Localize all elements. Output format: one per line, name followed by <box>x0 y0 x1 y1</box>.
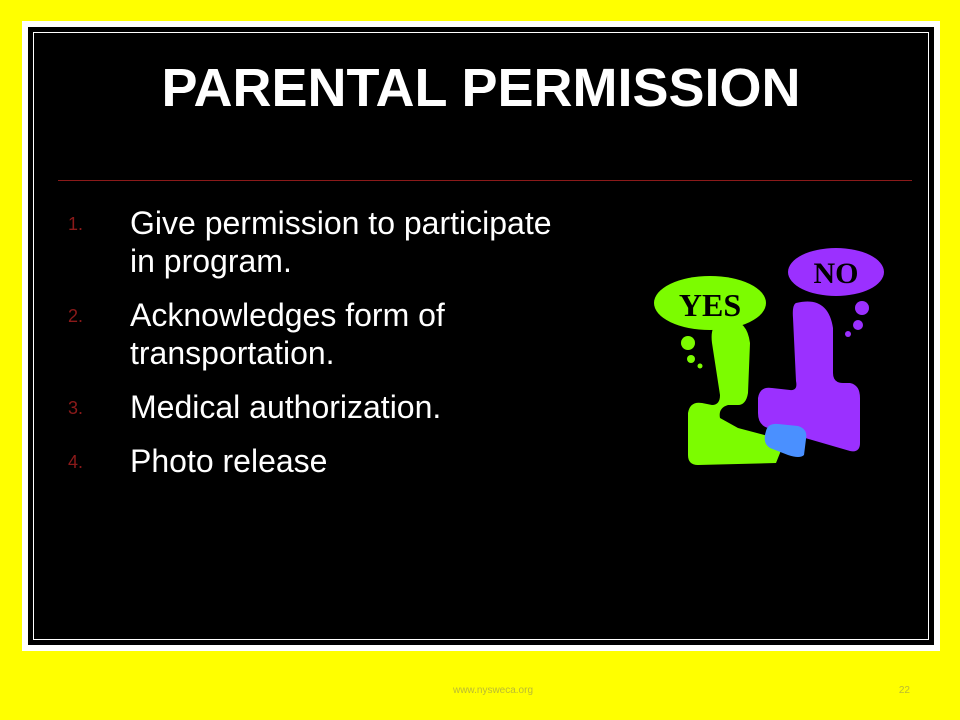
no-bubble-dot <box>855 301 869 315</box>
step-list <box>68 204 568 496</box>
list-item <box>68 442 568 480</box>
list-item-text: Give permission to participate in program. <box>130 205 552 279</box>
list-item-number: 3. <box>68 398 84 418</box>
no-bubble-dot <box>845 331 851 337</box>
yes-bubble-dot <box>698 364 703 369</box>
list-item <box>68 296 568 372</box>
no-label: NO <box>813 257 859 290</box>
list-item-text: Medical authorization. <box>130 389 442 425</box>
list-item <box>68 388 568 426</box>
list-item <box>68 204 568 280</box>
yes-no-illustration <box>628 233 888 473</box>
yes-bubble-dot <box>687 355 695 363</box>
no-figure <box>758 248 884 451</box>
footer-url: www.nysweca.org <box>452 685 534 696</box>
list-item-number: 4. <box>68 452 84 472</box>
list-item-number: 2. <box>68 306 84 326</box>
slide-title: PARENTAL PERMISSION <box>161 58 801 118</box>
list-item-text: Acknowledges form of transportation. <box>130 297 445 371</box>
yes-bubble-dot <box>681 336 695 350</box>
yes-label: YES <box>678 287 742 323</box>
list-item-text: Photo release <box>130 443 328 479</box>
page-number: 22 <box>898 685 910 696</box>
slide <box>28 27 934 645</box>
slide-frame <box>22 21 940 651</box>
list-item-number: 1. <box>68 214 84 234</box>
title-divider <box>58 180 912 181</box>
no-bubble-dot <box>853 320 863 330</box>
yes-figure <box>654 276 781 465</box>
